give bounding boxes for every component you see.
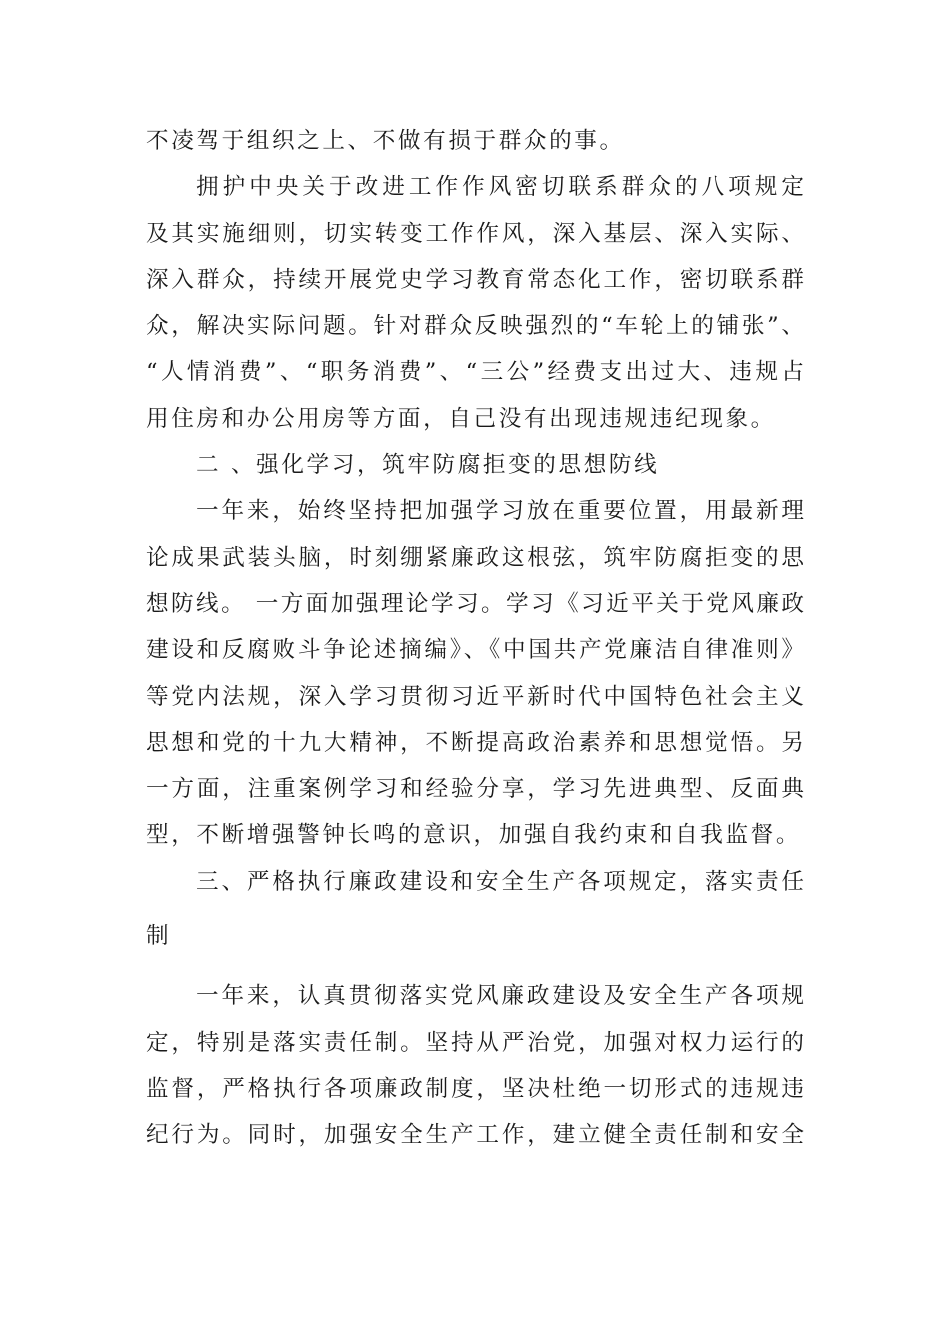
paragraph-line: 用住房和办公用房等方面，自己没有出现违规违纪现象。: [146, 405, 776, 432]
paragraph-line: 众，解决实际问题。针对群众反映强烈的“车轮上的铺张”、: [146, 313, 804, 340]
paragraph-line: 等党内法规，深入学习贯彻习近平新时代中国特色社会主义: [146, 683, 804, 710]
document-page: [146, 118, 804, 1159]
paragraph-line: 思想和党的十九大精神，不断提高政治素养和思想觉悟。另: [146, 729, 804, 756]
paragraph-line: 监督，严格执行各项廉政制度，坚决杜绝一切形式的违规违: [146, 1075, 804, 1102]
paragraph-line: 拥护中央关于改进工作作风密切联系群众的八项规定: [196, 174, 804, 201]
paragraph-line: 及其实施细则，切实转变工作作风，深入基层、深入实际、: [146, 220, 804, 247]
paragraph-line: 想防线。 一方面加强理论学习。学习《习近平关于党风廉政: [146, 590, 804, 617]
paragraph-line: 定，特别是落实责任制。坚持从严治党，加强对权力运行的: [146, 1029, 804, 1056]
paragraph-line: 建设和反腐败斗争论述摘编》、《中国共产党廉洁自律准则》: [146, 637, 804, 664]
paragraph-line: 论成果武装头脑，时刻绷紧廉政这根弦，筑牢防腐拒变的思: [146, 544, 804, 571]
paragraph-line: 一年来，始终坚持把加强学习放在重要位置，用最新理: [196, 498, 804, 525]
section-heading: 三、严格执行廉政建设和安全生产各项规定，落实责任: [196, 868, 804, 895]
spacer: [146, 959, 804, 973]
paragraph-line: 不凌驾于组织之上、不做有损于群众的事。: [146, 128, 625, 154]
section-heading-continuation: 制: [146, 923, 172, 950]
paragraph-line: 一方面，注重案例学习和经验分享，学习先进典型、反面典: [146, 776, 804, 803]
paragraph-line: 深入群众，持续开展党史学习教育常态化工作，密切联系群: [146, 266, 804, 293]
paragraph-line: 一年来，认真贯彻落实党风廉政建设及安全生产各项规: [196, 983, 804, 1010]
section-heading: 二 、强化学习，筑牢防腐拒变的思想防线: [196, 452, 660, 479]
paragraph-line: 型，不断增强警钟长鸣的意识，加强自我约束和自我监督。: [146, 822, 802, 849]
paragraph-line: 纪行为。同时，加强安全生产工作，建立健全责任制和安全: [146, 1122, 804, 1149]
paragraph-line: “人情消费”、“职务消费”、“三公”经费支出过大、违规占: [146, 359, 804, 386]
